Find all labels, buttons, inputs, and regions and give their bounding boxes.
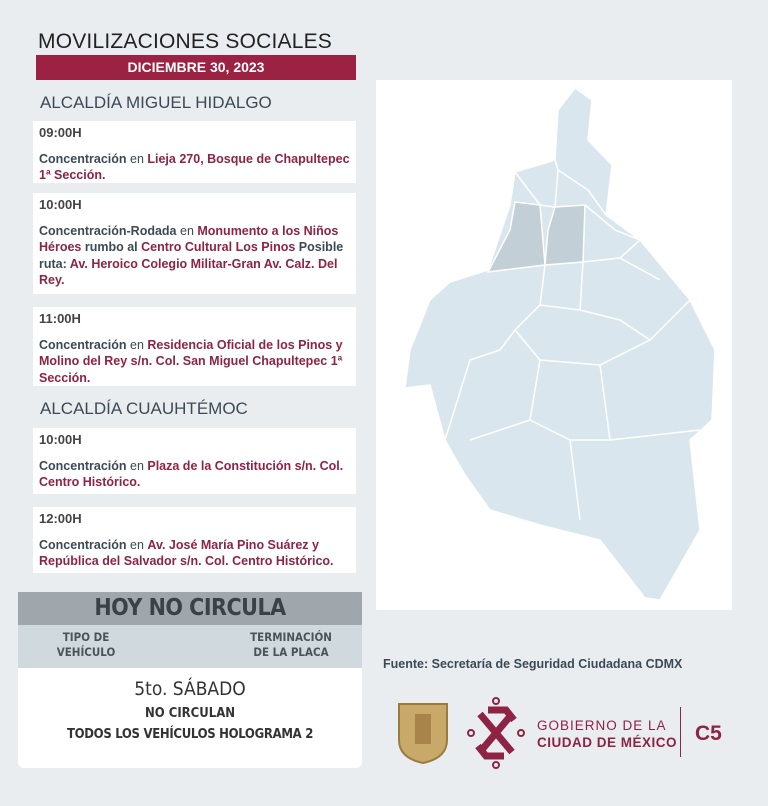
event-time: 11:00H bbox=[39, 311, 81, 326]
event-text-part: Concentración bbox=[39, 458, 127, 473]
event-text-part: en bbox=[126, 537, 148, 552]
event-text-part: Av. Heroico Colegio Militar-Gran Av. Calz. Del Rey. bbox=[39, 256, 338, 287]
event-text-part: Concentración-Rodada bbox=[39, 223, 177, 238]
event-card bbox=[33, 507, 356, 573]
event-text-part: Lieja 270, Bosque de Chapultepec 1ª Sección. bbox=[39, 151, 350, 182]
event-text-part: en bbox=[126, 151, 148, 166]
event-time: 12:00H bbox=[39, 511, 82, 526]
event-description bbox=[39, 151, 350, 184]
event-time: 09:00H bbox=[39, 125, 82, 140]
event-text-part: Residencia Oficial de los Pinos y Molino del Rey s/n. Col. San Miguel Chapultepec 1ª Sección. bbox=[39, 337, 343, 385]
logo-divider bbox=[680, 707, 681, 757]
event-text-part: en bbox=[126, 458, 148, 473]
event-text-part: Av. José María Pino Suárez y República del Salvador s/n. Col. Centro Histórico. bbox=[39, 537, 334, 568]
event-text-part: Posible ruta: bbox=[39, 240, 344, 271]
event-text-part: Plaza de la Constitución s/n. Col. Centro Histórico. bbox=[39, 458, 344, 489]
map-outline bbox=[405, 88, 715, 600]
event-description bbox=[39, 537, 350, 570]
page-title: MOVILIZACIONES SOCIALES bbox=[38, 30, 333, 53]
event-text-part: Concentración bbox=[39, 537, 127, 552]
hoy-no-circula-panel bbox=[18, 592, 362, 768]
event-card bbox=[33, 193, 356, 294]
hnc-title: HOY NO CIRCULA bbox=[18, 592, 362, 625]
event-card bbox=[33, 428, 356, 494]
logo-line1: GOBIERNO DE LA bbox=[537, 718, 667, 733]
event-description bbox=[39, 223, 350, 289]
date-banner: DICIEMBRE 30, 2023 bbox=[36, 55, 356, 80]
section-heading: ALCALDÍA CUAUHTÉMOC bbox=[40, 399, 248, 418]
event-text-part: Concentración bbox=[39, 151, 127, 166]
event-text-part: Concentración bbox=[39, 337, 127, 352]
logo-line2: CIUDAD DE MÉXICO bbox=[537, 735, 678, 750]
event-text-part: Monumento a los Niños Héroes bbox=[39, 223, 339, 254]
event-text-part: en bbox=[176, 223, 198, 238]
event-description bbox=[39, 458, 350, 491]
hnc-subheader bbox=[18, 625, 362, 668]
section-heading: ALCALDÍA MIGUEL HIDALGO bbox=[40, 93, 272, 112]
hnc-day: 5to. SÁBADO bbox=[134, 678, 246, 700]
hnc-col-plate-ending: TERMINACIÓN DE LA PLACA bbox=[250, 630, 332, 659]
c5-logo: C5 bbox=[695, 722, 722, 745]
event-text-part: Centro Cultural Los Pinos bbox=[141, 240, 296, 254]
cdmx-government-logo-icon bbox=[466, 696, 526, 770]
event-text-part: rumbo al bbox=[81, 240, 142, 254]
event-description bbox=[39, 337, 350, 387]
event-time: 10:00H bbox=[39, 432, 82, 447]
map-highlight-miguel-hidalgo bbox=[488, 202, 545, 272]
hnc-col-vehicle-type: TIPO DE VEHÍCULO bbox=[56, 630, 116, 659]
hnc-no-circulan: NO CIRCULAN bbox=[144, 706, 236, 721]
event-text-part: en bbox=[126, 337, 148, 352]
event-time: 10:00H bbox=[39, 197, 82, 212]
source-note: Fuente: Secretaría de Seguridad Ciudadana CDMX bbox=[383, 657, 683, 671]
cdmx-map-svg bbox=[376, 80, 732, 610]
event-card bbox=[33, 307, 356, 386]
cdmx-map bbox=[376, 80, 732, 610]
cdmx-coat-of-arms-icon bbox=[397, 702, 449, 764]
hnc-vehicles: TODOS LOS VEHÍCULOS HOLOGRAMA 2 bbox=[66, 727, 314, 742]
event-card bbox=[33, 121, 356, 183]
